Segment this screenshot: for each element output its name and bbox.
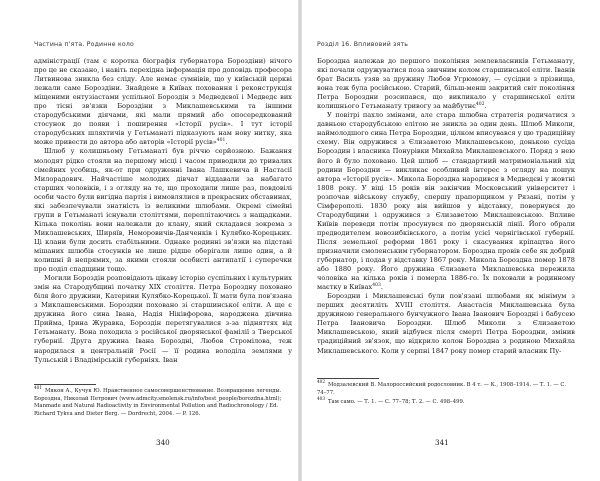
left-paragraph-1: адміністрації (там є коротка біографія губернатора Бороздіни) нічого про це не сказано, і навіть перехідна інформація про доповідь професора Литвинова зникла без сліду. Але немає сумнівів, що у київській церкві лежали саме Бороздіни. Знайдене в Київах поховання і реконструкція міщеними ентузіастами успільної Бороздін з Медведєвої і Медведє вих про тісні зв'язки Бороздіни з Миклашевськими та іншими стародубськими діячами, які мали прямий або опосередкований стосунок до появи і поширення «Історії русів». І тут історії стародубських шляхтичів у Гетьманаті підказують нам нову нитку, яка може привести до автора або авторів «Історії русів»$^{401}$. (34, 57, 292, 147)
right-page (301, 0, 600, 481)
footnote-402: $^{402}$Модзалевский В. Малороссийский родословник. В 4 т. — К., 1908–1914. — Т. 1. — С. 74–77. (317, 379, 567, 396)
left-footnotes (34, 385, 292, 420)
right-footnote-rule (317, 378, 379, 379)
left-body-text (34, 57, 292, 365)
left-footnote-rule (34, 384, 96, 385)
footnote-401: $^{401}$Мякон А., Кучук Ю. Нравственное самосовершенствование. Возвращение легенды. Бороздна, Николай Петрович (www.admcity.smolensk.ru/info/best_people/borozdna.html); Manmade and Natural Radioactivity in Environmental Pollution and Radiochronology / Ed. Richard Tykva and Dieter Berg. — Dordrecht, 2004. — P. 126. (34, 385, 282, 417)
right-paragraph-2: У повітрі пахло змінами, але стара шлюбна стратегія родичатися з давньою стародубською елітою не зникла за один день. Шлюб Миколи, наймолодшого сина Петра Бороздни, цілком вписувався у цю традиційну схему. Він одружився з Єлизаветою Миклашевською, донькою сусіда Бороздин і власника Понурівки Михайла Миклашевського. Поряд з нею його й було поховано. Цей шлюб — стандартний матримоніальний хід родини Бороздни — викликає особливий інтерес з огляду на пошук автора «Історії русів». Микола Бороздна народився в Медведєві у жовтні 1808 року. У віці 15 років він закінчив Московський університет і розпочав військову службу, спершу прапорщиком у Рязані, потім у Сімферополі. 1830 року він вийшов у відставку, повернувся до Стародубщини і одружився з Єлизаветою Миклашевською. Впливе Київів переведи потім просунувся по дворянській лінії. Його обрали предводителем новозибківського, а потім усієї чернігівської губернії. Після земельної реформи 1861 року і скасування кріпацтва його призначили смоленським губернатором. Бороздна провів себе як добрий губернатор, і подав у відставку 1867 року. Микола Бороздна помер 1878 або 1880 року. Його дружина Єлизавета Миклашевська пережила чоловіка на кілька років і померла 1886-го. Їх поховали в родинному маєтку в Київах$^{403}$. (317, 111, 575, 292)
left-page-number: 340 (156, 438, 170, 447)
right-paragraph-1: Бороздна належав до першого покоління землевласників Гетьманату, які почали одружуватися поза звичним колом старшинської еліти. Іванів брат Василь узяв за дружину Любов Угрюмову, — сусідни з прізвища, вона теж була російською. Старий, більш-менш закритий світ покоління Петра Бороздни розсипався, що викликало у старшинської еліти колишнього Гетьманату тривогу за майбутнє$^{402}$. (317, 57, 575, 111)
footnote-ref-401[interactable]: 401 (216, 138, 226, 144)
right-paragraph-3: Бороздни і Миклашевські були пов'язані шлюбами як мінімум з перших десятиліть XVIII століття. Анастасія Миклашевська була дружиною генерального бунчужного Івана Іванович Бороздні і бабусею Петра Івановича Бороздни. Шлюб Миколи з Єлизаветою Миклашевською, який відбувся після смерті Петра Бороздни, змінив традиційний зв'язок, що відкрило колон Бороздна з родиною Михайла Миклашевського. Коли у серпні 1847 року помер старий власник Пу- (317, 292, 575, 355)
left-paragraph-2: Шлюб у колишньому Гетьманаті був річчю серйозною. Бажання молодят рідко стояли на першому місці і часом приводили до тривалих сімейних усобиць, як-от при одруженні Івана Лашкевича й Настасії Милорадович. Найчастіше молодих дівчат віддавали за набагато старших чоловіків, і з огляду на те, що проходили лише раз, повдовілі особи часто були вигідна партія і вимовлялися в прекрасних обставинах, які забезпечували знатність із великими шлюбами. Окремі сімейні групи в Гетьманаті існували століттями, переплітаючись з нащадками. Кілька поколінь вони належали до клану, який складався зокрема з Миклашевських, Ширяїв, Неморовичів-Данченків і Кулябко-Корецьких. Ці клани були досить стабільними. Однаке родинні зв'язки на підставі мішаних шлюбів стосунків не лише рідше оберігали лише один, а й колишні й непрямих, за якими стояли особисті антипатії і суперечки про поділ спадщини тощо. (34, 147, 292, 274)
right-body-text (317, 57, 575, 356)
left-paragraph-3: Могили Бороздін розповідають цікаву історію суспільних і культурних змін на Стародубщині початку XIX століття. Петра Бороздну поховано біля його дружини, Катерини Кулябко-Корецької. Її мати була пов'язана з Миклашевськими. Бороздни поховано зі старшинської еліти. А ще є дружина його сина Івана, Надія Ніківфорова, народжена дівчина Прийма, Ірина Журавка, Бороздін перетягувалися з-за підняттях від Гетьманату. Вона походила з російської дворянської фамілії з Тверської губернії. Друга дружина Івана Бороздні, Любов Стромілова, теж народилася в центральній Росії — її родина володіла землями у Тульській і Владімірській губерніях. Іван (34, 274, 292, 364)
left-page (0, 0, 299, 481)
right-running-head: Розділ 16. Впливовий зять (317, 41, 409, 48)
footnote-ref-402[interactable]: 402 (475, 102, 485, 108)
right-page-number: 341 (435, 438, 449, 447)
footnote-ref-403[interactable]: 403 (372, 282, 381, 288)
left-running-head: Частина п'ята. Родинне коло (34, 41, 135, 48)
footnote-403: $^{403}$Там само. — Т. 1. — С. 77–78; Т. 2. — С. 498–499. (317, 396, 465, 406)
right-footnotes (317, 379, 575, 409)
